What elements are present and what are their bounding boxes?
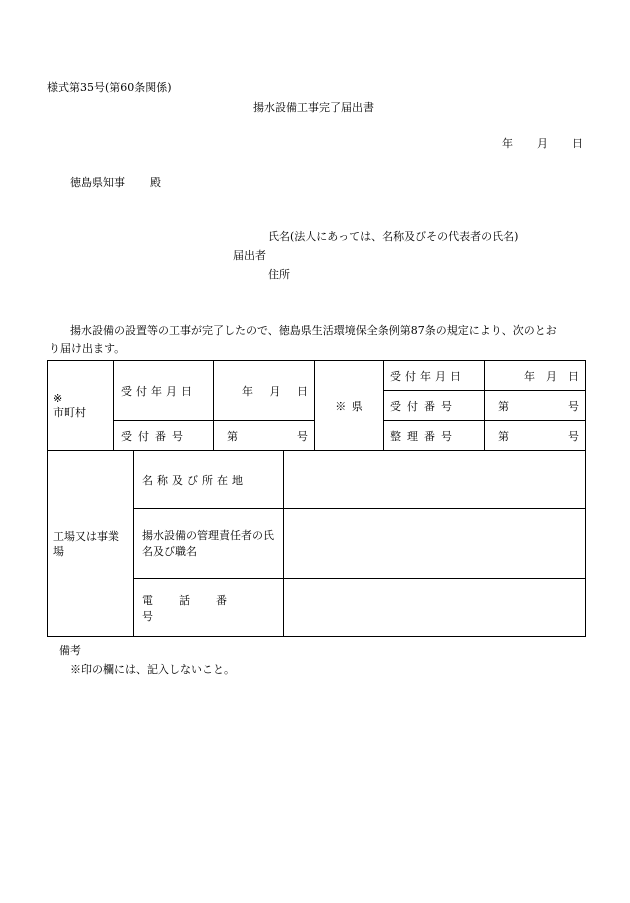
- muni-date-label: 受付年月日: [114, 361, 214, 421]
- pref-number-prefix: 第: [498, 399, 509, 413]
- applicant-name-label: 氏名(法人にあっては、名称及びその代表者の氏名): [268, 230, 519, 243]
- muni-number-label: 受付番号: [114, 421, 214, 451]
- pref-number-value: [485, 391, 586, 421]
- facility-row-value: [284, 579, 586, 637]
- facility-row-label: 名称及び所在地: [134, 451, 284, 509]
- prefecture-cell: [315, 361, 384, 451]
- muni-date-value: [214, 361, 315, 421]
- pref-date-year: 年: [524, 369, 535, 383]
- reception-table: [47, 360, 586, 451]
- addressee-name: 徳島県知事: [70, 176, 125, 189]
- body-text-line1: 揚水設備の設置等の工事が完了したので、徳島県生活環境保全条例第87条の規定により、次のとお: [70, 324, 557, 337]
- date-year: 年: [502, 137, 513, 150]
- date-month: 月: [537, 137, 548, 150]
- municipality-label: 市町村: [53, 405, 86, 419]
- muni-date-day: 日: [297, 384, 308, 398]
- pref-number-suffix: 号: [568, 399, 579, 413]
- pref-date-value: [485, 361, 586, 391]
- facility-row-value: [284, 451, 586, 509]
- muni-date-year: 年: [242, 384, 253, 398]
- document-title: 揚水設備工事完了届出書: [253, 101, 374, 114]
- pref-date-month: 月: [546, 369, 557, 383]
- remarks-note: ※印の欄には、記入しないこと。: [70, 663, 235, 676]
- muni-number-suffix: 号: [297, 429, 308, 443]
- prefecture-label: 県: [351, 399, 363, 413]
- facility-row-label: 電話番号: [134, 579, 284, 637]
- date-day: 日: [572, 137, 583, 150]
- remarks-heading: 備考: [59, 644, 81, 657]
- pref-ref-value: [485, 421, 586, 451]
- facility-table: [47, 450, 586, 637]
- form-number: 様式第35号(第60条関係): [47, 81, 172, 94]
- pref-ref-label: 整理番号: [384, 421, 485, 451]
- body-text-line2: り届け出ます。: [49, 342, 126, 355]
- pref-date-label: 受付年月日: [384, 361, 485, 391]
- applicant-role-label: 届出者: [233, 249, 266, 262]
- muni-date-month: 月: [269, 384, 281, 398]
- facility-row-value: [284, 509, 586, 579]
- muni-number-prefix: 第: [227, 429, 238, 443]
- facility-group-label: 工場又は事業場: [48, 451, 134, 637]
- pref-number-label: 受付番号: [384, 391, 485, 421]
- pref-ref-prefix: 第: [498, 429, 509, 443]
- addressee-honorific: 殿: [150, 176, 161, 189]
- municipality-mark: ※: [53, 391, 63, 405]
- pref-ref-suffix: 号: [568, 429, 579, 443]
- pref-date-day: 日: [568, 369, 579, 383]
- applicant-address-label: 住所: [268, 268, 290, 281]
- muni-number-value: [214, 421, 315, 451]
- facility-row-label: 揚水設備の管理責任者の氏名及び職名: [134, 509, 284, 579]
- municipality-cell: [48, 361, 114, 451]
- prefecture-mark: ※: [335, 399, 347, 413]
